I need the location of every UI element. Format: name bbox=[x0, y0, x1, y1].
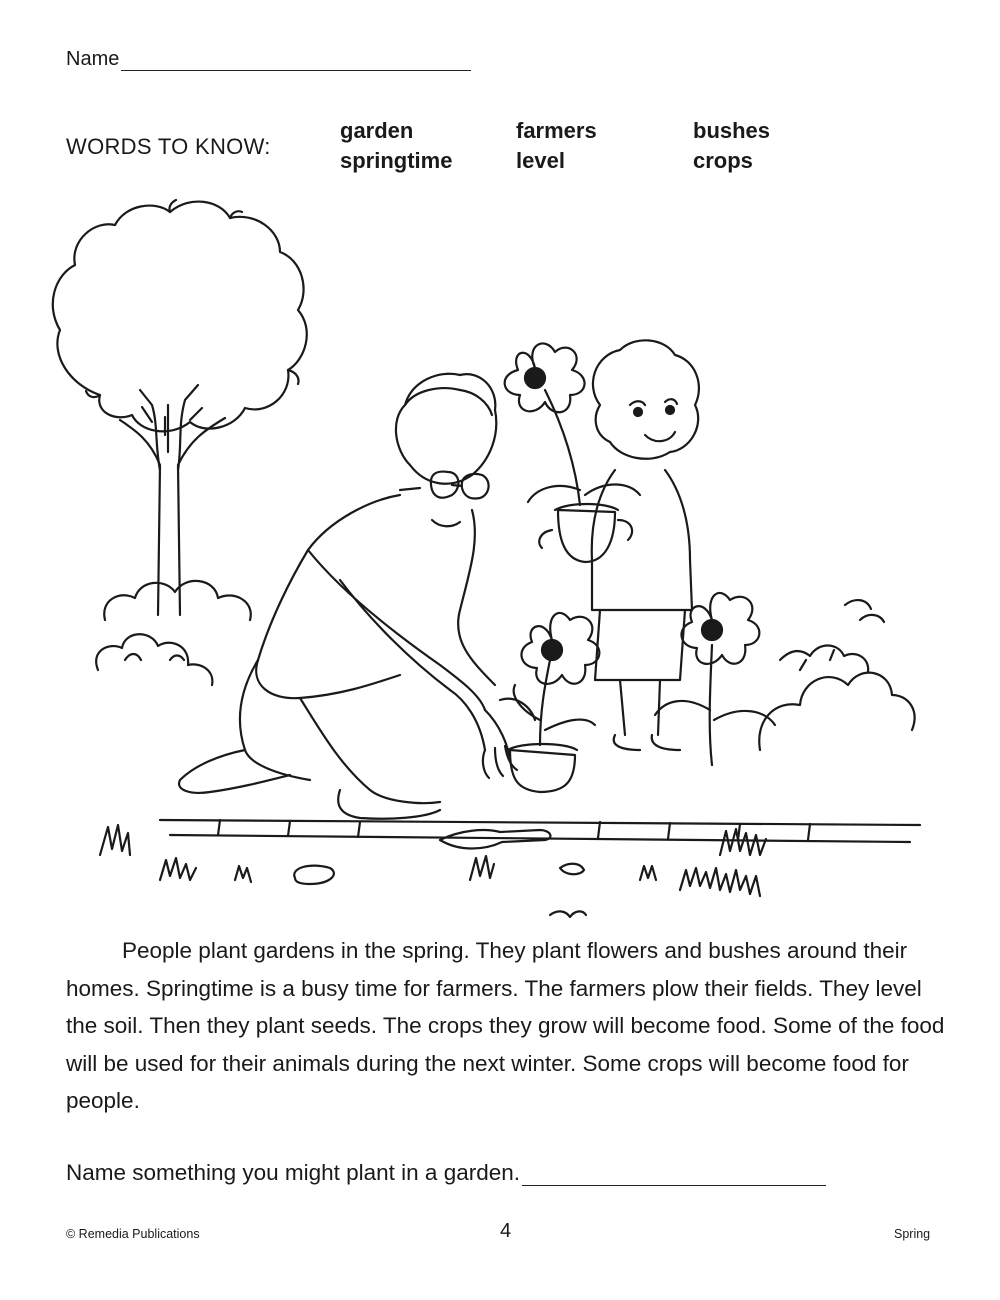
tree-illustration bbox=[53, 200, 307, 615]
name-answer-line[interactable] bbox=[121, 48, 471, 71]
vocab-column-1 bbox=[340, 116, 452, 176]
vocab-word: bushes bbox=[693, 118, 771, 143]
words-to-know-label: WORDS TO KNOW: bbox=[66, 134, 271, 159]
vocab-word: garden bbox=[340, 118, 414, 143]
reading-passage: People plant gardens in the spring. They plant flowers and bushes around their homes. Springtime is a busy time for farmers. The farmers plow their fields. They level the soil. Then they plant seeds. The crops they grow will become food. Some of the food will be used for their animals during the next winter. Some crops will become food for people. bbox=[66, 938, 945, 1113]
bushes-right bbox=[759, 600, 914, 750]
answer-line[interactable] bbox=[522, 1158, 826, 1186]
garden-path bbox=[100, 820, 920, 917]
garden-illustration bbox=[40, 190, 940, 930]
vocab-column-2 bbox=[516, 116, 597, 176]
footer-publisher: © Remedia Publications bbox=[66, 1227, 200, 1241]
footer-unit: Spring bbox=[894, 1227, 931, 1241]
vocab-column-3 bbox=[693, 116, 770, 176]
vocab-word: springtime bbox=[340, 148, 453, 173]
name-label: Name bbox=[66, 48, 120, 70]
question-prompt: Name something you might plant in a garden. bbox=[66, 1160, 521, 1185]
girl-holding-flower bbox=[505, 340, 699, 750]
vocab-word: crops bbox=[693, 148, 753, 173]
name-row bbox=[66, 48, 471, 71]
page-number: 4 bbox=[500, 1220, 512, 1242]
bushes-left bbox=[96, 581, 251, 685]
vocab-word: level bbox=[516, 148, 565, 173]
question-row bbox=[66, 1158, 826, 1186]
vocab-word: farmers bbox=[516, 118, 597, 143]
